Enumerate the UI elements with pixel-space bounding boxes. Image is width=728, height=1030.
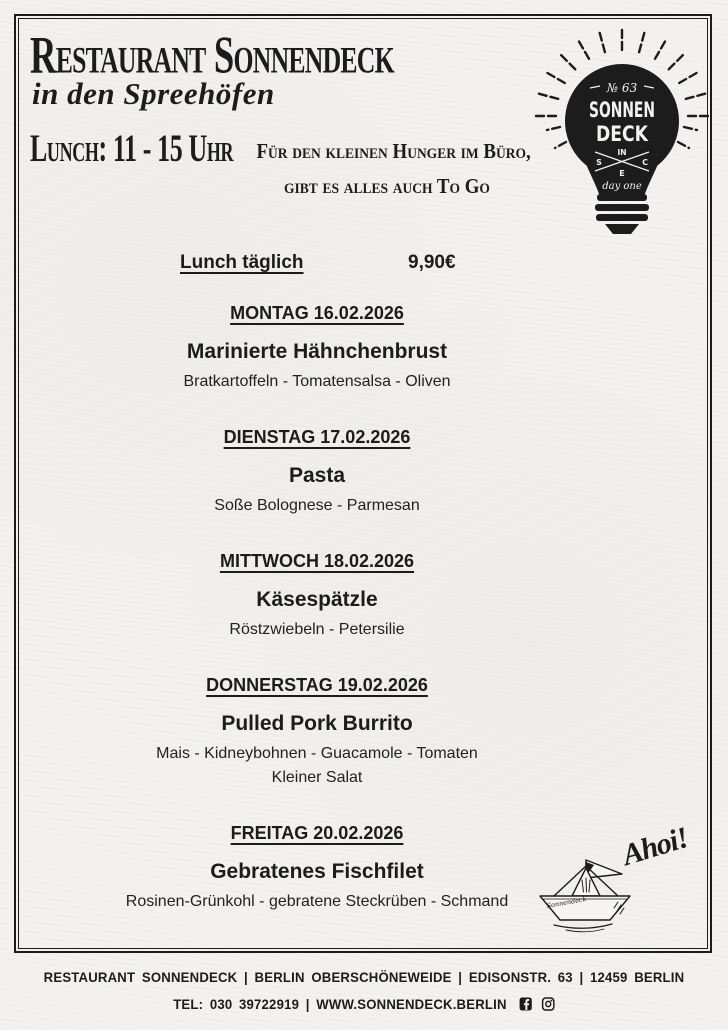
dish-name: Pulled Pork Burrito [221,712,413,735]
tagline-line2: gibt es alles auch To Go [284,174,490,198]
restaurant-title: Restaurant Sonnendeck [30,26,394,85]
logo-cross-left: S [596,158,602,167]
logo-cross-top: IN [617,148,627,157]
location-subtitle: in den Spreehöfen [32,76,275,111]
dish-sides: Rosinen-Grünkohl - gebratene Steckrüben - Schmand [125,893,509,910]
instagram-icon [542,997,555,1011]
day-heading: MONTAG 16.02.2026 [230,303,404,323]
dish-name: Pasta [288,464,346,487]
logo-badge: № 63 [606,81,638,95]
lunch-heading: Lunch täglich [180,252,304,273]
ahoy-script-text: Ahoi! [618,820,692,873]
dish-sides: Bratkartoffeln - Tomatensalsa - Oliven [183,373,451,390]
footer-contact-text: TEL: 030 39722919 | WWW.SONNENDECK.BERLIN [173,996,507,1012]
logo-name-line1: SONNEN [589,98,655,122]
logo-motto: day one [602,181,642,192]
footer-contact [22,996,706,1012]
lightbulb-logo [533,24,711,238]
tagline [256,134,531,204]
lunch-price-row [30,252,604,278]
lunch-hours: Lunch: 11 - 15 Uhr [30,125,234,170]
dish-name: Gebratenes Fischfilet [210,860,424,883]
logo-name-line2: DECK [596,122,649,146]
paper-boat-icon [534,850,634,938]
day-heading: MITTWOCH 18.02.2026 [219,551,415,571]
menu-day-friday [30,822,604,914]
dish-sides: Mais - Kidneybohnen - Guacamole - Tomaten [156,745,478,762]
day-heading: FREITAG 20.02.2026 [230,823,404,843]
footer-address: RESTAURANT SONNENDECK | BERLIN OBERSCHÖNEWEIDE | EDISONSTR. 63 | 12459 BERLIN [43,969,685,985]
menu-day-tuesday [30,426,604,518]
dish-name: Marinierte Hähnchenbrust [186,340,448,363]
dish-sides: Kleiner Salat [271,769,363,786]
day-heading: DIENSTAG 17.02.2026 [223,427,411,447]
menu-day-monday [30,302,604,394]
dish-sides: Röstzwiebeln - Petersilie [229,621,405,638]
logo-cross-bottom: E [619,169,625,178]
menu-column [30,248,604,914]
dish-sides: Soße Bolognese - Parmesan [214,497,420,514]
tagline-line1: Für den kleinen Hunger im Büro, [256,139,531,163]
day-heading: DONNERSTAG 19.02.2026 [206,675,428,695]
lunch-price: 9,90€ [408,252,456,273]
facebook-icon [519,997,532,1011]
dish-name: Käsespätzle [256,588,378,611]
menu-day-thursday [30,674,604,790]
logo-cross-right: C [642,158,648,167]
boat-label: Sonnendeck [545,895,588,910]
menu-day-wednesday [30,550,604,642]
